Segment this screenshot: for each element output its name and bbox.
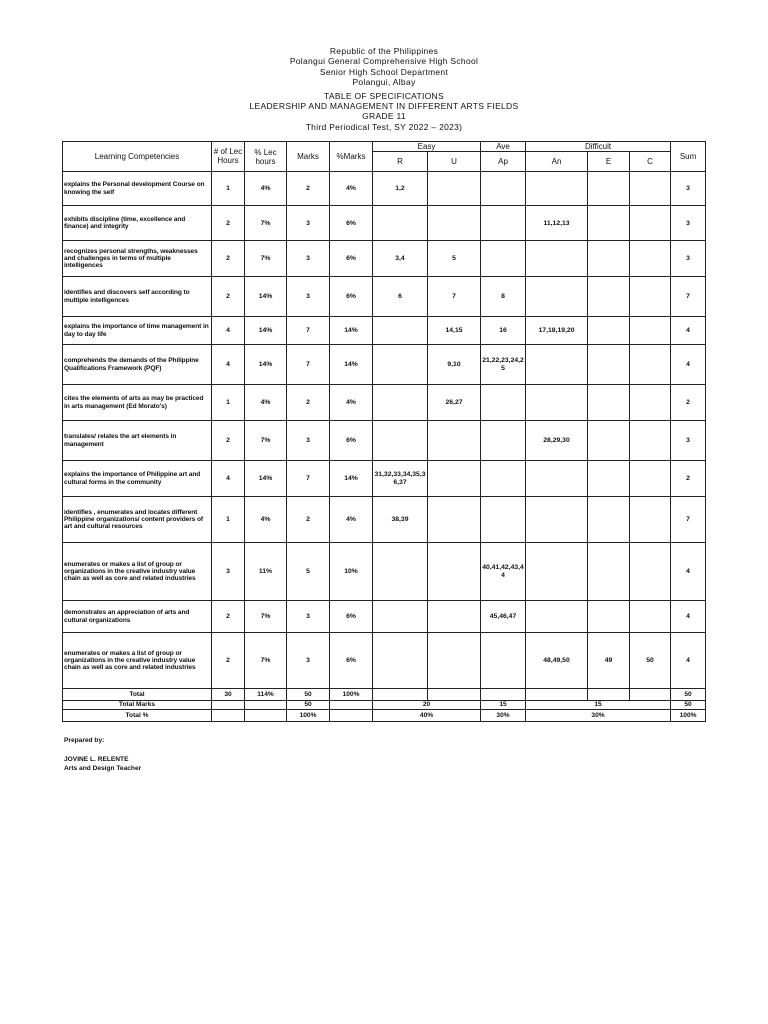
c-cell [630,317,671,345]
c-cell [630,345,671,385]
an-cell [526,497,588,543]
sum-cell: 4 [671,601,706,633]
total-pct-row [63,710,706,722]
lec-hours-cell: 2 [212,421,245,461]
u-cell [428,543,481,601]
pct-lec-cell: 7% [245,206,287,241]
pct-marks-cell: 10% [330,543,373,601]
pct-lec-cell: 14% [245,461,287,497]
header-marks: Marks [287,142,330,172]
header-doc-title: TABLE OF SPECIFICATIONS [324,90,444,101]
competency-cell: enumerates or makes a list of group or organizations in the creative industry value chain as well as core and related industries [63,633,212,689]
ap-cell: 8 [481,277,526,317]
pct-marks-cell: 14% [330,345,373,385]
marks-cell: 2 [287,172,330,206]
table-row [63,497,706,543]
e-cell [588,277,630,317]
pct-marks-cell: 14% [330,461,373,497]
r-cell: 31,32,33,34,35,36,37 [373,461,428,497]
total-e [588,689,630,701]
pct-marks-cell: 6% [330,206,373,241]
header-sum: Sum [671,142,706,172]
tm-difficult: 15 [526,701,671,710]
r-cell: 38,39 [373,497,428,543]
e-cell [588,241,630,277]
competency-cell: identifies , enumerates and locates different Philippine organizations/ content providers of art and cultural resources [63,497,212,543]
pct-lec-cell: 4% [245,497,287,543]
competency-cell: enumerates or makes a list of group or organizations in the creative industry value chain as well as core and related industries [63,543,212,601]
an-cell [526,385,588,421]
c-cell [630,385,671,421]
table-row [63,345,706,385]
marks-cell: 3 [287,241,330,277]
competency-cell: explains the Personal development Course on knowing the self [63,172,212,206]
r-cell [373,543,428,601]
u-cell [428,461,481,497]
c-cell [630,421,671,461]
pct-marks-cell: 6% [330,277,373,317]
r-cell [373,633,428,689]
lec-hours-cell: 4 [212,345,245,385]
total-c [630,689,671,701]
document-header [0,46,768,132]
total-row [63,689,706,701]
r-cell: 6 [373,277,428,317]
marks-cell: 7 [287,461,330,497]
header-difficult: Difficult [526,142,671,152]
preparer-position: Arts and Design Teacher [64,765,142,772]
pct-lec-cell: 7% [245,601,287,633]
c-cell: 50 [630,633,671,689]
marks-cell: 3 [287,601,330,633]
e-cell [588,543,630,601]
sum-cell: 4 [671,633,706,689]
total-marks-label: Total Marks [63,701,212,710]
tp-ave: 30% [481,710,526,722]
e-cell: 49 [588,633,630,689]
pct-marks-cell: 14% [330,317,373,345]
ap-cell: 21,22,23,24,25 [481,345,526,385]
sum-cell: 3 [671,206,706,241]
marks-cell: 5 [287,543,330,601]
marks-cell: 2 [287,385,330,421]
sum-cell: 3 [671,172,706,206]
header-subject: LEADERSHIP AND MANAGEMENT IN DIFFERENT ARTS FIELDS [249,101,519,112]
an-cell: 28,29,30 [526,421,588,461]
pct-lec-cell: 4% [245,172,287,206]
marks-cell: 3 [287,421,330,461]
an-cell: 11,12,13 [526,206,588,241]
ap-cell [481,241,526,277]
r-cell: 1,2 [373,172,428,206]
tm-easy: 20 [373,701,481,710]
tp-sum: 100% [671,710,706,722]
table-row [63,172,706,206]
pct-lec-cell: 7% [245,633,287,689]
r-cell [373,385,428,421]
table-row [63,633,706,689]
table-row [63,277,706,317]
e-cell [588,172,630,206]
table-row [63,241,706,277]
total-marks-row [63,701,706,710]
ap-cell: 40,41,42,43,44 [481,543,526,601]
tm-ave: 15 [481,701,526,710]
lec-hours-cell: 1 [212,497,245,543]
e-cell [588,497,630,543]
e-cell [588,421,630,461]
table-row [63,385,706,421]
u-cell [428,172,481,206]
pct-lec-cell: 7% [245,421,287,461]
u-cell: 9,10 [428,345,481,385]
ap-cell [481,206,526,241]
total-pct-label: Total % [63,710,212,722]
u-cell: 14,15 [428,317,481,345]
e-cell [588,345,630,385]
r-cell: 3,4 [373,241,428,277]
header-grade: GRADE 11 [362,111,406,122]
ap-cell [481,633,526,689]
header-an: An [526,152,588,172]
header-pct-marks: %Marks [330,142,373,172]
total-r [373,689,428,701]
sum-cell: 4 [671,345,706,385]
table-row [63,461,706,497]
marks-cell: 7 [287,345,330,385]
ap-cell [481,497,526,543]
r-cell [373,317,428,345]
pct-marks-cell: 4% [330,172,373,206]
header-department: Senior High School Department [319,66,449,77]
e-cell [588,601,630,633]
lec-hours-cell: 2 [212,241,245,277]
header-u: U [428,152,481,172]
competency-cell: identifies and discovers self according to multiple intelligences [63,277,212,317]
lec-hours-cell: 1 [212,172,245,206]
sum-cell: 4 [671,543,706,601]
competency-cell: explains the importance of Philippine art and cultural forms in the community [63,461,212,497]
pct-marks-cell: 6% [330,421,373,461]
table-row [63,317,706,345]
c-cell [630,601,671,633]
an-cell [526,241,588,277]
lec-hours-cell: 4 [212,317,245,345]
sum-cell: 3 [671,421,706,461]
header-term: Third Periodical Test, SY 2022 – 2023) [305,121,463,132]
pct-marks-cell: 4% [330,497,373,543]
c-cell [630,543,671,601]
r-cell [373,345,428,385]
total-pct-marks: 100% [330,689,373,701]
u-cell [428,497,481,543]
pct-marks-cell: 4% [330,385,373,421]
c-cell [630,206,671,241]
table-row [63,421,706,461]
ap-cell: 45,46,47 [481,601,526,633]
marks-cell: 2 [287,497,330,543]
e-cell [588,461,630,497]
u-cell [428,206,481,241]
c-cell [630,172,671,206]
total-marks: 50 [287,689,330,701]
table-row [63,601,706,633]
u-cell: 7 [428,277,481,317]
competency-cell: explains the importance of time management in day to day life [63,317,212,345]
total-hours: 30 [212,689,245,701]
competency-cell: exhibits discipline (time, excellence and finance) and integrity [63,206,212,241]
sum-cell: 7 [671,497,706,543]
header-location: Polangui, Albay [352,77,416,88]
ap-cell [481,172,526,206]
lec-hours-cell: 1 [212,385,245,421]
header-school: Polangui General Comprehensive High School [289,56,479,67]
competency-cell: cites the elements of arts as may be practiced in arts management (Ed Morato's) [63,385,212,421]
e-cell [588,206,630,241]
lec-hours-cell: 2 [212,601,245,633]
an-cell [526,461,588,497]
ap-cell [481,461,526,497]
header-ap: Ap [481,152,526,172]
total-ap [481,689,526,701]
total-an [526,689,588,701]
an-cell: 17,18,19,20 [526,317,588,345]
tm-marks: 50 [287,701,330,710]
r-cell [373,421,428,461]
pct-lec-cell: 14% [245,345,287,385]
marks-cell: 3 [287,206,330,241]
e-cell [588,385,630,421]
lec-hours-cell: 2 [212,633,245,689]
tp-easy: 40% [373,710,481,722]
tm-sum: 50 [671,701,706,710]
c-cell [630,497,671,543]
competency-cell: recognizes personal strengths, weaknesses and challenges in terms of multiple intelligences [63,241,212,277]
u-cell [428,633,481,689]
header-easy: Easy [373,142,481,152]
sum-cell: 4 [671,317,706,345]
competency-cell: comprehends the demands of the Philippine Qualifications Framework (PQF) [63,345,212,385]
pct-marks-cell: 6% [330,601,373,633]
c-cell [630,277,671,317]
specifications-table [62,141,706,722]
an-cell [526,345,588,385]
sum-cell: 7 [671,277,706,317]
header-competencies: Learning Competencies [63,142,212,172]
competency-cell: translates/ relates the art elements in management [63,421,212,461]
tp-difficult: 30% [526,710,671,722]
pct-lec-cell: 4% [245,385,287,421]
total-label: Total [63,689,212,701]
c-cell [630,241,671,277]
ap-cell: 16 [481,317,526,345]
an-cell [526,601,588,633]
an-cell [526,172,588,206]
lec-hours-cell: 2 [212,206,245,241]
sum-cell: 3 [671,241,706,277]
lec-hours-cell: 4 [212,461,245,497]
u-cell: 26,27 [428,385,481,421]
header-pct-lec-hours: % Lec hours [245,142,287,172]
u-cell [428,601,481,633]
u-cell: 5 [428,241,481,277]
header-r: R [373,152,428,172]
preparer-name: JOVINE L. RELENTE [64,756,129,763]
total-sum: 50 [671,689,706,701]
r-cell [373,601,428,633]
marks-cell: 7 [287,317,330,345]
pct-lec-cell: 7% [245,241,287,277]
lec-hours-cell: 3 [212,543,245,601]
an-cell [526,277,588,317]
lec-hours-cell: 2 [212,277,245,317]
pct-lec-cell: 14% [245,277,287,317]
header-e: E [588,152,630,172]
total-pct-hours: 114% [245,689,287,701]
pct-marks-cell: 6% [330,241,373,277]
sum-cell: 2 [671,385,706,421]
header-c: C [630,152,671,172]
an-cell [526,543,588,601]
tp-marks: 100% [287,710,330,722]
marks-cell: 3 [287,277,330,317]
pct-lec-cell: 11% [245,543,287,601]
competency-cell: demonstrates an appreciation of arts and cultural organizations [63,601,212,633]
ap-cell [481,421,526,461]
an-cell: 48,49,50 [526,633,588,689]
pct-lec-cell: 14% [245,317,287,345]
table-row [63,543,706,601]
total-u [428,689,481,701]
table-row [63,206,706,241]
c-cell [630,461,671,497]
sum-cell: 2 [671,461,706,497]
pct-marks-cell: 6% [330,633,373,689]
header-lec-hours: # of Lec Hours [212,142,245,172]
e-cell [588,317,630,345]
marks-cell: 3 [287,633,330,689]
header-ave: Ave [481,142,526,152]
ap-cell [481,385,526,421]
r-cell [373,206,428,241]
prepared-by-label: Prepared by: [64,737,105,744]
header-republic: Republic of the Philippines [329,46,439,56]
u-cell [428,421,481,461]
